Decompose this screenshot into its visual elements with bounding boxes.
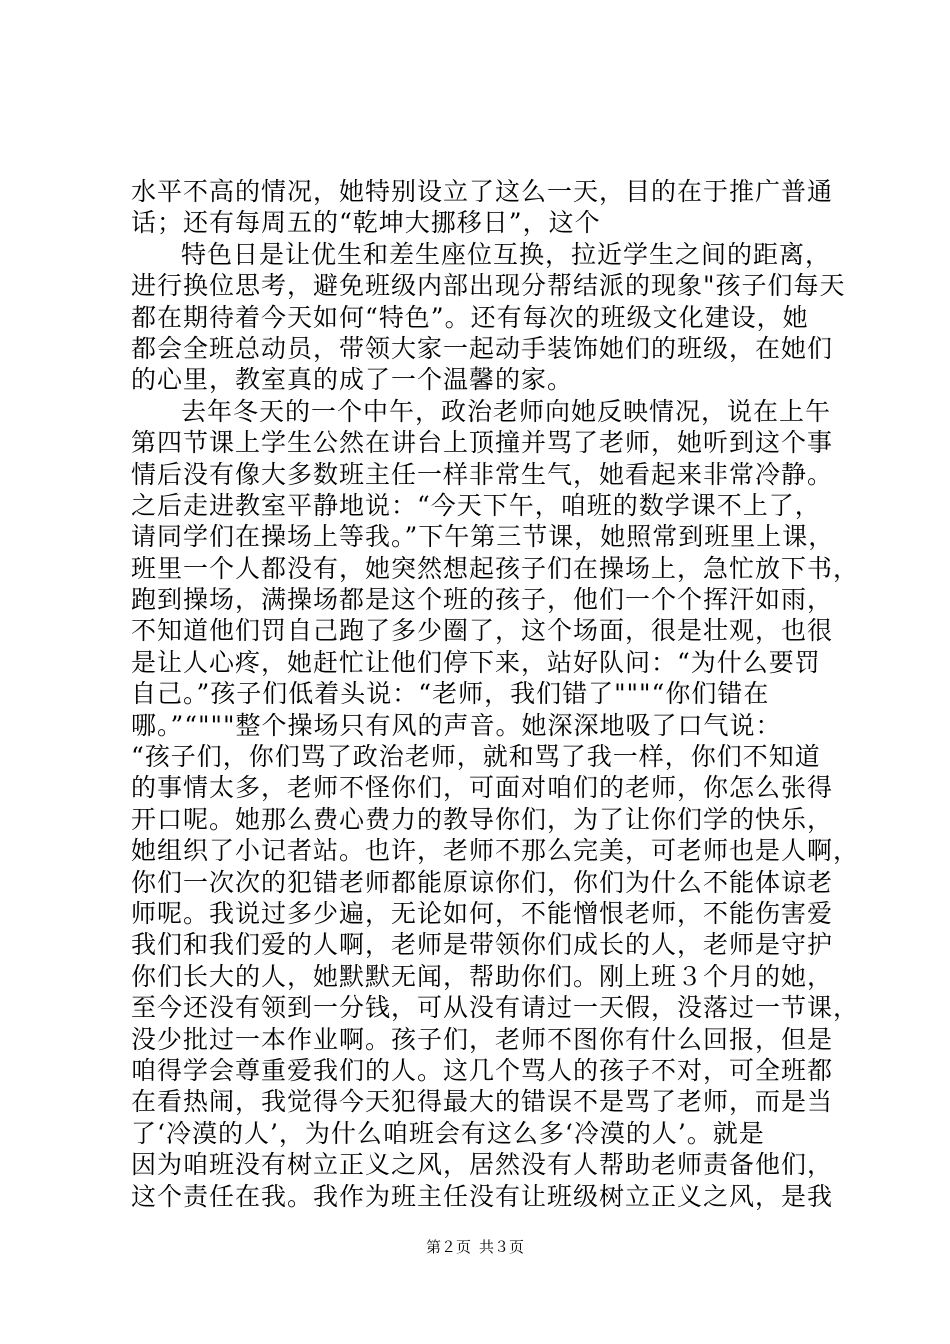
text-line: 开口呢。她那么费心费力的教导你们，为了让你们学的快乐， (131, 804, 834, 834)
text-line: 因为咱班没有树立正义之风，居然没有人帮助老师责备他们， (131, 1150, 834, 1180)
text-line: 我们和我们爱的人啊，老师是带领你们成长的人，老师是守护 (131, 930, 834, 960)
text-line: 在看热闹，我觉得今天犯得最大的错误不是骂了老师，而是当 (131, 1087, 834, 1117)
page-total: 共３页 (479, 1238, 525, 1256)
text-line: 师呢。我说过多少遍，无论如何，不能憎恨老师，不能伤害爱 (131, 898, 834, 928)
text-line: 哪。”“"""整个操场只有风的声音。她深深地吸了口气说： (131, 710, 782, 740)
text-line: “孩子们，你们骂了政治老师，就和骂了我一样，你们不知道 (131, 742, 821, 772)
text-line: 这个责任在我。我作为班主任没有让班级树立正义之风，是我 (131, 1181, 834, 1211)
body-text (131, 176, 860, 1212)
text-line: 进行换位思考，避免班级内部出现分帮结派的现象"孩子们每天 (131, 271, 846, 301)
text-line: 都会全班总动员，带领大家一起动手装饰她们的班级，在她们 (131, 333, 834, 363)
text-line: 是让人心疼，她赶忙让他们停下来，站好队问：“为什么要罚 (131, 647, 821, 677)
text-line: 的心里，教室真的成了一个温馨的家。 (131, 365, 574, 395)
text-line: 话；还有每周五的“乾坤大挪移日”，这个 (131, 208, 601, 238)
text-line: 咱得学会尊重爱我们的人。这几个骂人的孩子不对，可全班都 (131, 1055, 834, 1085)
text-line: 跑到操场，满操场都是这个班的孩子，他们一个个挥汗如雨， (131, 585, 834, 615)
text-line: 都在期待着今天如何“特色”。还有每次的班级文化建设，她 (131, 302, 809, 332)
text-line: 了‘冷漠的人’，为什么咱班会有这么多‘冷漠的人’。就是 (131, 1118, 765, 1148)
text-line: 的事情太多，老师不怪你们，可面对咱们的老师，你怎么张得 (131, 773, 834, 803)
text-line: 没少批过一本作业啊。孩子们，老师不图你有什么回报，但是 (131, 1024, 834, 1054)
text-line: 水平不高的情况，她特别设立了这么一天，目的在于推广普通 (131, 177, 834, 206)
text-line: 你们长大的人，她默默无闻，帮助你们。刚上班３个月的她， (131, 961, 834, 991)
text-line: 第四节课上学生公然在讲台上顶撞并骂了老师，她听到这个事 (131, 428, 834, 458)
page-number: 第２页 (425, 1238, 471, 1256)
page-footer (0, 1238, 950, 1256)
text-line: 你们一次次的犯错老师都能原谅你们，你们为什么不能体谅老 (131, 867, 834, 897)
text-line: 请同学们在操场上等我。”下午第三节课，她照常到班里上课， (131, 522, 835, 552)
text-line: 情后没有像大多数班主任一样非常生气，她看起来非常冷静。 (131, 459, 834, 489)
text-line: 班里一个人都没有，她突然想起孩子们在操场上，急忙放下书， (131, 553, 860, 583)
paragraph-start-line: 特色日是让优生和差生座位互换，拉近学生之间的距离， (181, 239, 832, 269)
text-line: 不知道他们罚自己跑了多少圈了，这个场面，很是壮观，也很 (131, 616, 834, 646)
paragraph-start-line: 去年冬天的一个中午，政治老师向她反映情况，说在上午 (181, 396, 832, 426)
text-line: 自己。”孩子们低着头说：“老师，我们错了"""“你们错在 (131, 679, 770, 709)
text-line: 至今还没有领到一分钱，可从没有请过一天假，没落过一节课， (131, 993, 860, 1023)
text-line: 之后走进教室平静地说：“今天下午，咱班的数学课不上了， (131, 490, 821, 520)
text-line: 她组织了小记者站。也许，老师不那么完美，可老师也是人啊， (131, 836, 860, 866)
